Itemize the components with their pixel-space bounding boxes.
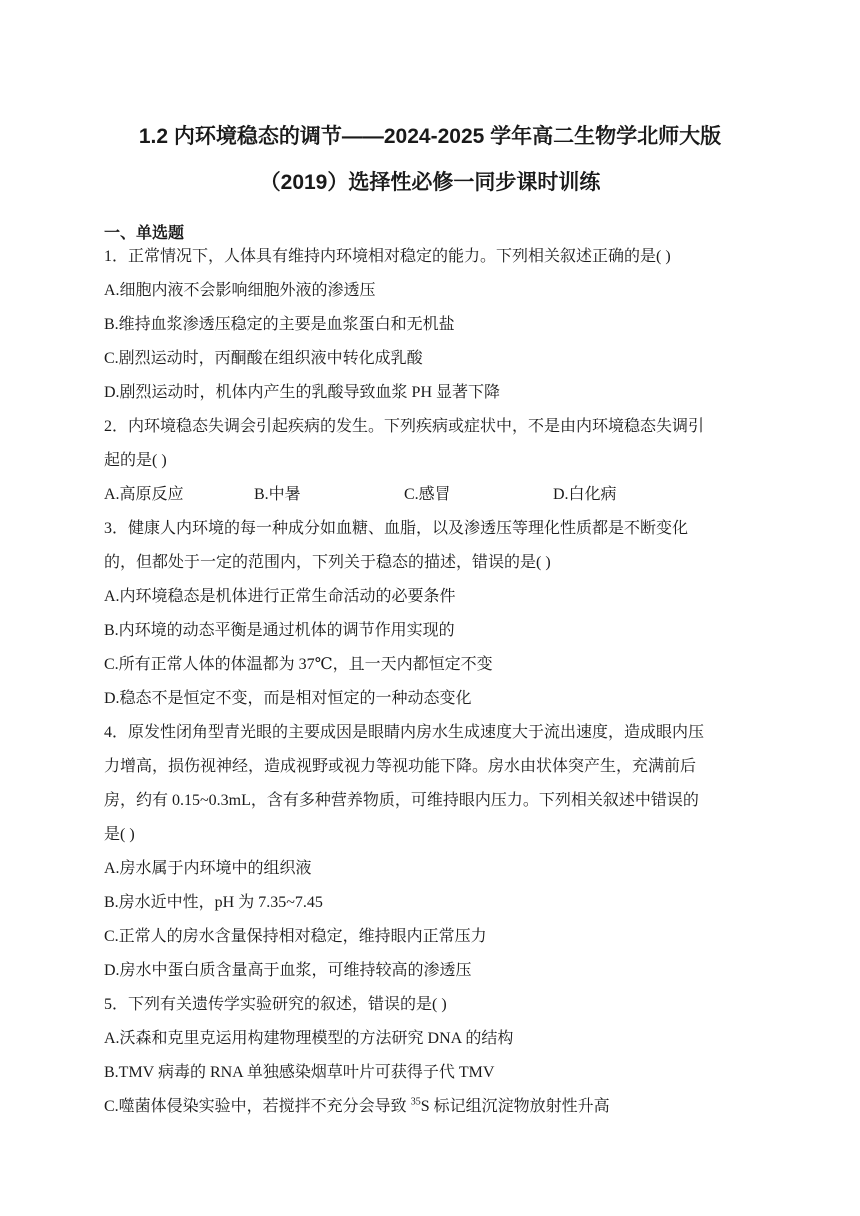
q2-stem-line-1: 2．内环境稳态失调会引起疾病的发生。下列疾病或症状中，不是由内环境稳态失调引 xyxy=(104,418,705,435)
q1-option-c: C.剧烈运动时，丙酮酸在组织液中转化成乳酸 xyxy=(104,350,423,367)
q2-stem-line-2: 起的是( ) xyxy=(104,452,167,469)
q1-option-a: A.细胞内液不会影响细胞外液的渗透压 xyxy=(104,282,376,299)
q5-option-c-text-end: S 标记组沉淀物放射性升高 xyxy=(420,1098,610,1115)
q1-option-b: B.维持血浆渗透压稳定的主要是血浆蛋白和无机盐 xyxy=(104,316,455,333)
q1-option-d: D.剧烈运动时，机体内产生的乳酸导致血浆 PH 显著下降 xyxy=(104,384,501,401)
q5-option-c-text: C.噬菌体侵染实验中，若搅拌不充分会导致 xyxy=(104,1098,411,1115)
q4-option-b: B.房水近中性，pH 为 7.35~7.45 xyxy=(104,894,323,911)
document-title-line-2: （2019）选择性必修一同步课时训练 xyxy=(259,171,601,194)
q4-option-a: A.房水属于内环境中的组织液 xyxy=(104,860,312,877)
q4-option-c: C.正常人的房水含量保持相对稳定，维持眼内正常压力 xyxy=(104,928,487,945)
q3-option-c: C.所有正常人体的体温都为 37℃，且一天内都恒定不变 xyxy=(104,656,493,673)
q5-option-c-superscript: 35 xyxy=(410,1096,421,1108)
document-title-line-1: 1.2 内环境稳态的调节——2024-2025 学年高二生物学北师大版 xyxy=(138,125,722,148)
q2-option-d: D.白化病 xyxy=(553,486,617,503)
q1-stem: 1．正常情况下，人体具有维持内环境相对稳定的能力。下列相关叙述正确的是( ) xyxy=(104,248,671,265)
q5-option-b: B.TMV 病毒的 RNA 单独感染烟草叶片可获得子代 TMV xyxy=(104,1064,495,1081)
q2-option-b: B.中暑 xyxy=(254,486,301,503)
q3-option-d: D.稳态不是恒定不变，而是相对恒定的一种动态变化 xyxy=(104,690,472,707)
q5-option-c xyxy=(104,1096,610,1118)
q5-stem: 5．下列有关遗传学实验研究的叙述，错误的是( ) xyxy=(104,996,447,1013)
q4-stem-line-1: 4．原发性闭角型青光眼的主要成因是眼睛内房水生成速度大于流出速度，造成眼内压 xyxy=(104,724,705,741)
section-heading: 一、单选题 xyxy=(104,225,185,242)
q4-stem-line-4: 是( ) xyxy=(104,826,135,843)
q4-stem-line-2: 力增高，损伤视神经，造成视野或视力等视功能下降。房水由状体突产生，充满前后 xyxy=(104,758,697,775)
q4-stem-line-3: 房，约有 0.15~0.3mL，含有多种营养物质，可维持眼内压力。下列相关叙述中错误的 xyxy=(104,792,699,809)
q3-stem-line-1: 3．健康人内环境的每一种成分如血糖、血脂，以及渗透压等理化性质都是不断变化 xyxy=(104,520,689,537)
q2-option-a: A.高原反应 xyxy=(104,486,184,503)
q3-option-b: B.内环境的动态平衡是通过机体的调节作用实现的 xyxy=(104,622,455,639)
q5-option-a: A.沃森和克里克运用构建物理模型的方法研究 DNA 的结构 xyxy=(104,1030,514,1047)
q2-option-c: C.感冒 xyxy=(404,486,451,503)
q3-stem-line-2: 的，但都处于一定的范围内，下列关于稳态的描述，错误的是( ) xyxy=(104,554,551,571)
q4-option-d: D.房水中蛋白质含量高于血浆，可维持较高的渗透压 xyxy=(104,962,472,979)
q3-option-a: A.内环境稳态是机体进行正常生命活动的必要条件 xyxy=(104,588,456,605)
